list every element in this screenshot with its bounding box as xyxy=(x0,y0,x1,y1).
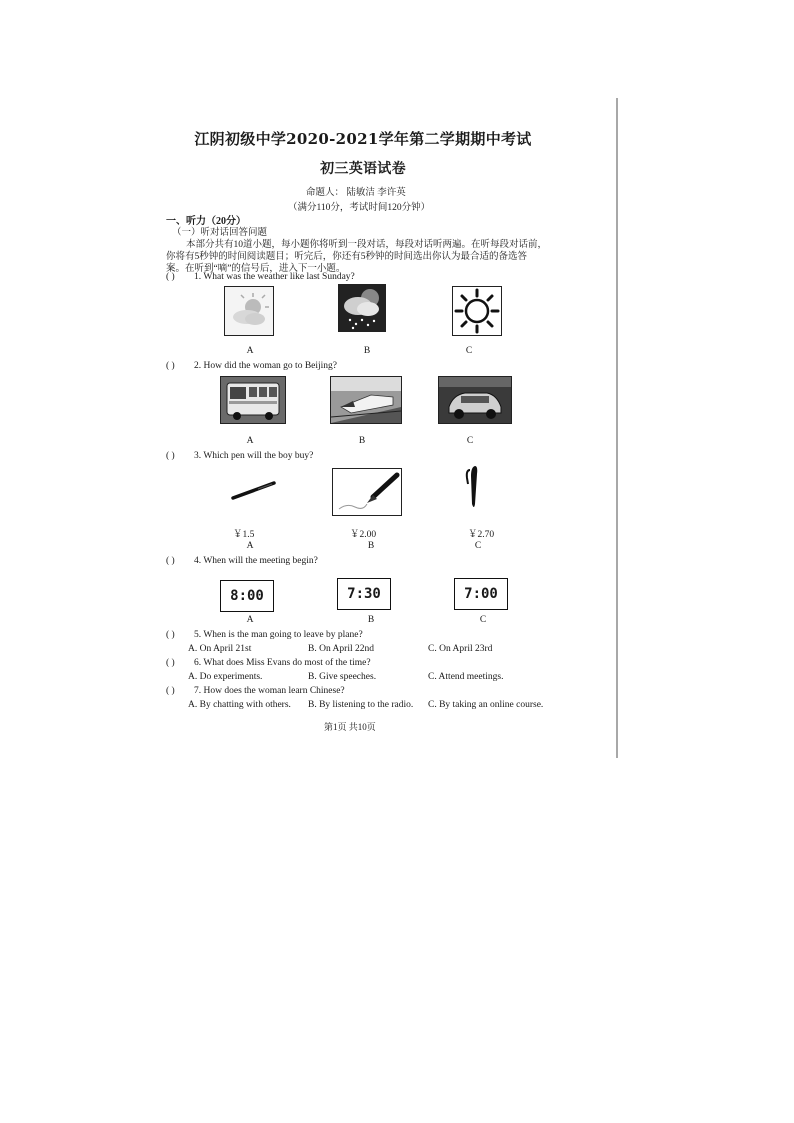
option-label: A xyxy=(246,615,254,625)
option-c: C. Attend meetings. xyxy=(428,672,504,682)
section-heading: 一、听力（20分） xyxy=(166,216,246,227)
score-info: （满分110分，考试时间120分钟） xyxy=(288,203,431,213)
option-label: C xyxy=(466,436,474,446)
answer-bracket[interactable]: ( ) xyxy=(166,556,175,566)
question-1: 1. What was the weather like last Sunday? xyxy=(194,272,355,282)
answer-bracket[interactable]: ( ) xyxy=(166,630,175,640)
option-b: B. By listening to the radio. xyxy=(308,700,414,710)
answer-bracket[interactable]: ( ) xyxy=(166,361,175,371)
option-label: C xyxy=(479,615,487,625)
part-heading: （一）听对话回答问题 xyxy=(172,228,268,238)
option-label: A xyxy=(246,541,254,551)
instructions-line-2: 你将有5秒钟的时间阅读题目；听完后，你还有5秒钟的时间选出你认为最合适的备选答 xyxy=(166,252,528,262)
question-3: 3. Which pen will the boy buy? xyxy=(194,451,314,461)
clock-7-30: 7:30 xyxy=(337,578,391,610)
sun-behind-cloud-icon xyxy=(224,286,274,336)
authors: 命题人： 陆敏洁 李许英 xyxy=(306,188,406,198)
option-label: C xyxy=(474,541,482,551)
option-label: B xyxy=(367,541,375,551)
marker-pen-icon xyxy=(462,464,484,512)
answer-bracket[interactable]: ( ) xyxy=(166,272,175,282)
answer-bracket[interactable]: ( ) xyxy=(166,658,175,668)
option-b: B. Give speeches. xyxy=(308,672,377,682)
answer-bracket[interactable]: ( ) xyxy=(166,451,175,461)
page-edge-line xyxy=(616,98,618,758)
price-c: ￥2.70 xyxy=(468,530,495,540)
option-a: A. On April 21st xyxy=(188,644,252,654)
option-label: C xyxy=(465,346,473,356)
option-label: B xyxy=(358,436,366,446)
clock-8-00: 8:00 xyxy=(220,580,274,612)
question-6: 6. What does Miss Evans do most of the time? xyxy=(194,658,371,668)
fountain-pen-icon xyxy=(332,468,402,516)
option-c: C. On April 23rd xyxy=(428,644,493,654)
option-a: A. Do experiments. xyxy=(188,672,263,682)
option-label: B xyxy=(367,615,375,625)
sun-icon xyxy=(452,286,502,336)
answer-bracket[interactable]: ( ) xyxy=(166,686,175,696)
bus-icon xyxy=(220,376,286,424)
question-7: 7. How does the woman learn Chinese? xyxy=(194,686,345,696)
page-footer: 第1页 共10页 xyxy=(324,722,376,732)
question-4: 4. When will the meeting begin? xyxy=(194,556,318,566)
option-label: A xyxy=(246,436,254,446)
exam-subtitle: 初三英语试卷 xyxy=(320,161,406,177)
question-2: 2. How did the woman go to Beijing? xyxy=(194,361,338,371)
price-a: ￥1.5 xyxy=(233,530,255,540)
instructions-line-1: 本部分共有10道小题，每小题你将听到一段对话，每段对话听两遍。在听每段对话前， xyxy=(186,240,548,250)
train-icon xyxy=(330,376,402,424)
option-c: C. By taking an online course. xyxy=(428,700,544,710)
pen-icon xyxy=(228,478,278,502)
price-b: ￥2.00 xyxy=(350,530,377,540)
option-label: A xyxy=(246,346,254,356)
instructions-line-3: 案。在听到“嘀”的信号后，进入下一小题。 xyxy=(166,264,346,274)
clock-7-00: 7:00 xyxy=(454,578,508,610)
option-b: B. On April 22nd xyxy=(308,644,374,654)
option-label: B xyxy=(363,346,371,356)
rain-cloud-icon xyxy=(338,284,386,332)
exam-title: 江阴初级中学2020-2021学年第二学期期中考试 xyxy=(194,130,532,148)
question-5: 5. When is the man going to leave by plane? xyxy=(194,630,363,640)
option-a: A. By chatting with others. xyxy=(188,700,291,710)
car-icon xyxy=(438,376,512,424)
